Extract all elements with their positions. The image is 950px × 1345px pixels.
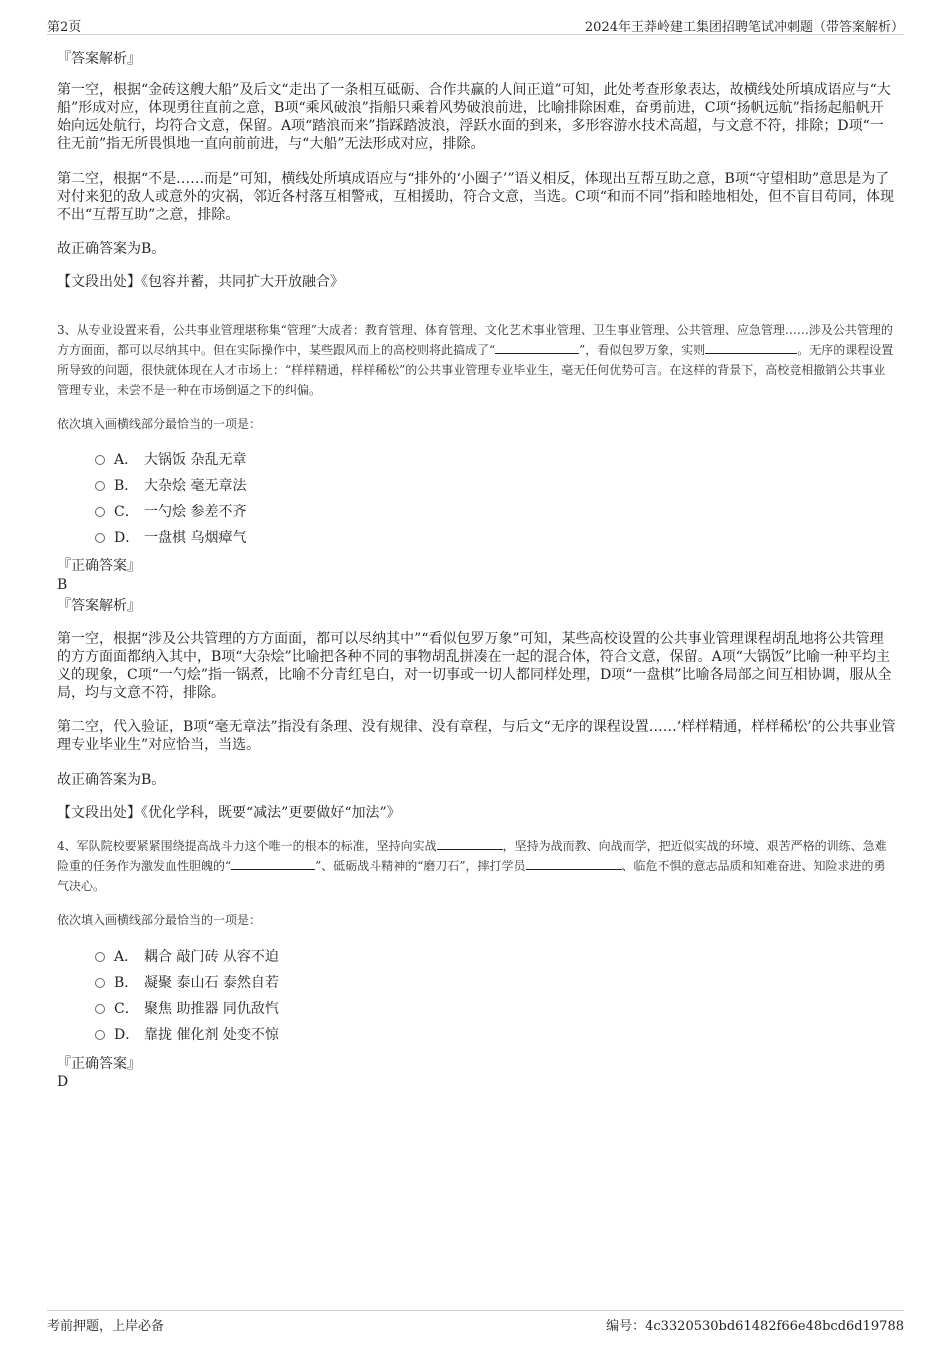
q2-source-label: 【文段出处】 xyxy=(57,274,141,290)
q4-stem-part4: 、临危不惧的意志品质和知难奋进、知险求进的勇气决心。 xyxy=(57,859,886,893)
q4-prompt: 依次填入画横线部分最恰当的一项是： xyxy=(57,913,262,927)
radio-icon[interactable] xyxy=(95,952,105,962)
q3-analysis-label: 『答案解析』 xyxy=(57,598,141,614)
q2-analysis-para2: 第二空，根据“不是……而是”可知，横线处所填成语应与“排外的‘小圈子’”语义相反，体现出互帮互助之意，B项“守望相助”意思是为了对付来犯的敌人或意外的灾祸，邻近各村落互相警戒，互相援助，符合文意，当选。C项“和而不同”指和睦地相处，但不盲目苟同，体现不出“互帮互助”之意，排除。 xyxy=(57,171,895,223)
q4-stem-part2: ，坚持为战而教、向战而学，把近似实战的环境、艰苦严格的训练、急难险重的任务作为激发血性胆魄的“ xyxy=(57,839,887,873)
q4-option-a[interactable]: A． 耦合 敲门砖 从容不迫 xyxy=(95,944,279,970)
footer-serial: 编号：4c3320530bd61482f66e48bcd6d19788 xyxy=(606,1319,904,1334)
q3-options xyxy=(95,447,246,551)
q4-stem-part3: ”、砥砺战斗精神的“磨刀石”，摔打学员 xyxy=(315,859,526,873)
q3-answer: B xyxy=(57,577,68,593)
q3-option-d[interactable]: D． 一盘棋 乌烟瘴气 xyxy=(95,525,246,551)
radio-icon[interactable] xyxy=(95,1030,105,1040)
q3-option-c[interactable]: C． 一勺烩 参差不齐 xyxy=(95,499,246,525)
q2-conclusion: 故正确答案为B。 xyxy=(57,241,166,257)
q3-stem-part3: 。无序的课程设置所导致的问题，很快就体现在人才市场上：“样样精通，样样稀松”的公共事业管理专业毕业生，毫无任何优势可言。在这样的背景下，高校竞相撤销公共事业管理专业，未尝不是一种在市场倒逼之下的纠偏。 xyxy=(57,343,894,397)
q4-answer: D xyxy=(57,1074,69,1090)
q3-answer-label: 『正确答案』 xyxy=(57,558,141,574)
radio-icon[interactable] xyxy=(95,1004,105,1014)
page-header xyxy=(47,14,904,35)
radio-icon[interactable] xyxy=(95,978,105,988)
q4-blank-3 xyxy=(526,856,622,870)
q4-blank-1 xyxy=(437,836,503,850)
q4-answer-label: 『正确答案』 xyxy=(57,1056,141,1072)
q3-stem-part2: ”，看似包罗万象，实则 xyxy=(579,343,706,357)
document-title: 2024年王莽岭建工集团招聘笔试冲刺题（带答案解析） xyxy=(584,20,904,35)
q4-option-c[interactable]: C． 聚焦 助推器 同仇敌忾 xyxy=(95,996,279,1022)
q3-source xyxy=(57,804,897,822)
q4-option-b[interactable]: B． 凝聚 泰山石 泰然自若 xyxy=(95,970,279,996)
q3-option-a[interactable]: A． 大锅饭 杂乱无章 xyxy=(95,447,246,473)
radio-icon[interactable] xyxy=(95,533,105,543)
page-footer xyxy=(47,1310,904,1333)
footer-slogan: 考前押题，上岸必备 xyxy=(47,1319,165,1334)
q3-blank-2 xyxy=(705,340,797,354)
q3-prompt: 依次填入画横线部分最恰当的一项是： xyxy=(57,417,262,431)
q3-option-b[interactable]: B． 大杂烩 毫无章法 xyxy=(95,473,246,499)
q2-analysis-para1: 第一空，根据“金砖这艘大船”及后文“走出了一条相互砥砺、合作共赢的人间正道”可知，此处考查形象表达，故横线处所填成语应与“大船”形成对应，体现勇往直前之意，B项“乘风破浪”指船只乘着风势破浪前进，比喻排除困难，奋勇前进，C项“扬帆远航”指扬起船帆开始向远处航行，均符合文意，保留。A项“踏浪而来”指踩踏波浪，浮跃水面的到来，多形容游水技术高超，与文意不符，排除；D项“一往无前”指无所畏惧地一直向前前进，与“大船”无法形成对应，排除。 xyxy=(57,82,891,152)
q2-source-title: 《包容并蓄，共同扩大开放融合》 xyxy=(141,274,344,290)
q3-analysis-para1: 第一空，根据“涉及公共管理的方方面面，都可以尽纳其中”“看似包罗万象”可知，某些高校设置的公共事业管理课程胡乱地将公共管理的方方面面都纳入其中，B项“大杂烩”比喻把各种不同的事物胡乱拼凑在一起的混合体，符合文意，保留。A项“大锅饭”比喻一种平均主义的现象，C项“一勺烩”指一锅煮，比喻不分青红皂白，对一切事或一切人都同样处理，D项“一盘棋”比喻各局部之间互相协调，服从全局，均与文意不符，排除。 xyxy=(57,631,892,701)
q3-analysis-para2: 第二空，代入验证，B项“毫无章法”指没有条理、没有规律、没有章程，与后文“无序的课程设置……‘样样精通，样样稀松’的公共事业管理专业毕业生”对应恰当，当选。 xyxy=(57,719,896,753)
q4-stem xyxy=(57,836,897,896)
q3-source-title: 《优化学科，既要“减法”更要做好“加法”》 xyxy=(141,805,401,821)
q3-conclusion: 故正确答案为B。 xyxy=(57,772,166,788)
q3-blank-1 xyxy=(495,340,579,354)
radio-icon[interactable] xyxy=(95,455,105,465)
radio-icon[interactable] xyxy=(95,507,105,517)
q2-source xyxy=(57,273,897,291)
q3-stem-part1: 3、从专业设置来看，公共事业管理堪称集“管理”大成者：教育管理、体育管理、文化艺术事业管理、卫生事业管理、公共管理、应急管理……涉及公共管理的方方面面，都可以尽纳其中。但在实际操作中，某些跟风而上的高校则将此搞成了“ xyxy=(57,323,893,357)
q4-option-d[interactable]: D． 靠拢 催化剂 处变不惊 xyxy=(95,1022,279,1048)
q3-source-label: 【文段出处】 xyxy=(57,805,141,821)
radio-icon[interactable] xyxy=(95,481,105,491)
q4-blank-2 xyxy=(231,856,315,870)
page-number: 第2页 xyxy=(47,20,82,35)
q3-stem xyxy=(57,320,897,400)
q2-analysis-label: 『答案解析』 xyxy=(57,51,141,67)
q4-stem-part1: 4、军队院校要紧紧围绕提高战斗力这个唯一的根本的标准，坚持向实战 xyxy=(57,839,437,853)
q4-options xyxy=(95,944,279,1048)
